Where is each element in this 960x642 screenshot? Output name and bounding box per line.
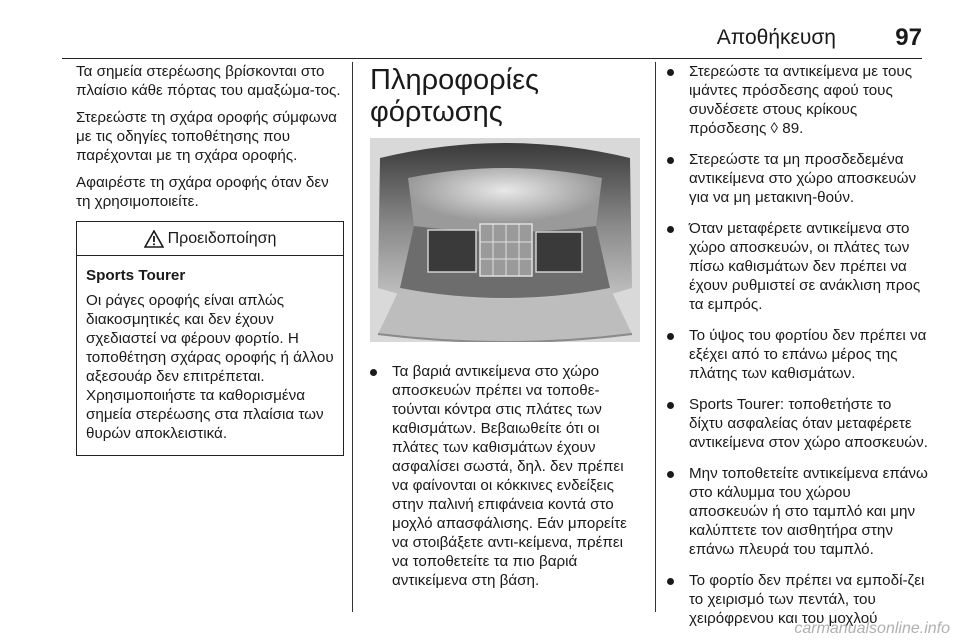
bullet-icon [667, 226, 674, 233]
list-item-text: Το ύψος του φορτίου δεν πρέπει να εξέχει από το επάνω μέρος της πλάτης των καθισμάτων. [689, 327, 927, 382]
list-item [667, 395, 929, 452]
bullet-icon [667, 402, 674, 409]
warning-header [77, 222, 343, 256]
list-item-text: Στερεώστε τα μη προσδεδεμένα αντικείμενα στο χώρο αποσκευών για να μη μετακινη-θούν. [689, 151, 917, 206]
page-header [62, 8, 922, 59]
list-item-text: Όταν μεταφέρετε αντικείμενα στο χώρο αποσκευών, οι πλάτες των πίσω καθισμάτων δεν πρέπει να έχουν ρυθμιστεί σε ανάκλιση προς τα εμπρός. [689, 220, 921, 313]
list-item-text: Sports Tourer: τοποθετήστε το δίχτυ ασφαλείας όταν μεταφέρετε αντικείμενα στον χώρο αποσκευών. [689, 396, 928, 451]
section-title: Αποθήκευση [716, 26, 836, 49]
bullet-icon [667, 157, 674, 164]
column-middle [370, 62, 640, 602]
bullet-icon [370, 369, 377, 376]
list-item [667, 62, 929, 138]
page-number: 97 [895, 24, 922, 51]
paragraph: Τα σημεία στερέωσης βρίσκονται στο πλαίσιο κάθε πόρτας του αμαξώμα-τος. [76, 63, 341, 99]
loading-tips-list [667, 62, 929, 628]
loading-tips-list [370, 362, 640, 590]
list-item [667, 150, 929, 207]
trunk-loading-image [370, 138, 640, 342]
trunk-illustration [370, 138, 640, 342]
warning-triangle-icon [144, 230, 164, 248]
warning-box [76, 221, 344, 456]
watermark: carmanualsonline.info [794, 620, 950, 637]
list-item-text: Μην τοποθετείτε αντικείμενα επάνω στο κάλυμμα του χώρου αποσκευών ή στο ταμπλό και μην καλύπτετε τον αισθητήρα στην επάνω πλευρά του ταμπλό. [689, 465, 928, 558]
list-item-text: Το φορτίο δεν πρέπει να εμποδί-ζει το χειρισμό των πεντάλ, του χειρόφρενου και του μοχλού [689, 572, 925, 627]
warning-subtitle: Sports Tourer [86, 267, 186, 284]
section-heading: Πληροφορίες φόρτωσης [370, 64, 539, 128]
warning-title: Προειδοποίηση [167, 230, 277, 247]
column-right [667, 62, 929, 640]
list-item [667, 464, 929, 559]
list-item-text: Τα βαριά αντικείμενα στο χώρο αποσκευών πρέπει να τοποθε-τούνται κόντρα στις πλάτες των καθισμάτων. Βεβαιωθείτε ότι οι πλάτες των καθισμάτων έχουν ασφαλίσει σωστά, δηλ. δεν πρέπει να φαίνονται οι κόκκινες ενδείξεις στην παλινή επιφάνεια κοντά στο μοχλό απασφάλισης. Εάν μπορείτε να στοιβάξετε αντι-κείμενα, πρέπει να τοποθετείτε τα πιο βαριά αντικείμενα στη βάση. [392, 363, 627, 589]
column-divider [655, 62, 656, 612]
list-item [370, 362, 640, 590]
warning-text: Οι ράγες οροφής είναι απλώς διακοσμητικές και δεν έχουν σχεδιαστεί να φέρουν φορτίο. Η τοποθέτηση σχάρας οροφής ή άλλου αξεσουάρ δεν επιτρέπεται. Χρησιμοποιήστε τα καθορισμένα σημεία στερέωσης στα πλαίσια των θυρών αποκλειστικά. [86, 292, 334, 442]
bullet-icon [667, 471, 674, 478]
paragraph: Στερεώστε τη σχάρα οροφής σύμφωνα με τις οδηγίες τοποθέτησης που παρέχονται με τη σχάρα οροφής. [76, 109, 337, 164]
bullet-icon [667, 69, 674, 76]
column-divider [352, 62, 353, 612]
warning-body [77, 256, 343, 455]
bullet-icon [667, 578, 674, 585]
list-item [667, 326, 929, 383]
list-item-text: Στερεώστε τα αντικείμενα με τους ιμάντες πρόσδεσης αφού τους συνδέσετε στους κρίκους πρόσδεσης ◊ 89. [689, 63, 913, 137]
bullet-icon [667, 333, 674, 340]
paragraph: Αφαιρέστε τη σχάρα οροφής όταν δεν τη χρησιμοποιείτε. [76, 174, 329, 210]
list-item [667, 219, 929, 314]
column-left [76, 62, 344, 456]
